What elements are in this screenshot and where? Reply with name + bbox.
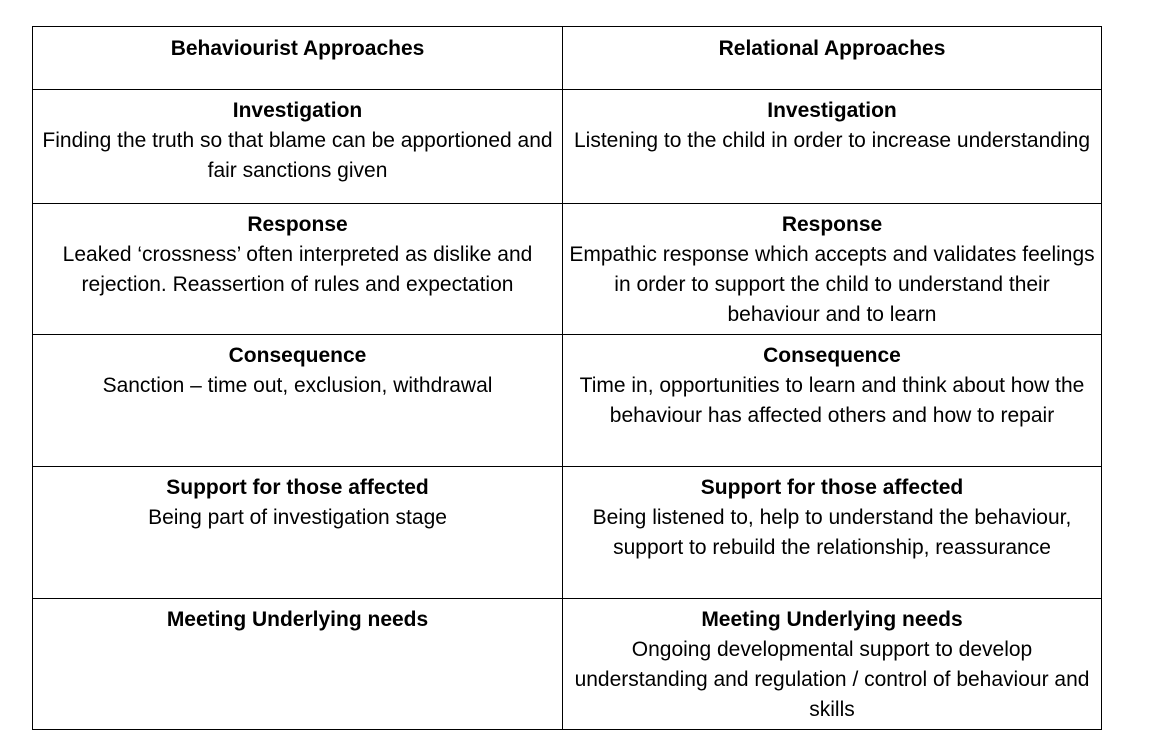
cell-body: Finding the truth so that blame can be apportioned and fair sanctions given bbox=[42, 129, 553, 182]
table-row-response bbox=[33, 204, 1102, 335]
cell-body: Leaked ‘crossness’ often interpreted as dislike and rejection. Reassertion of rules and expectation bbox=[62, 243, 533, 296]
cell-body: Ongoing developmental support to develop understanding and regulation / control of behaviour and skills bbox=[574, 638, 1090, 721]
cell-heading: Consequence bbox=[228, 344, 367, 367]
behaviourist-investigation-cell bbox=[33, 90, 563, 204]
cell-body: Time in, opportunities to learn and think about how the behaviour has affected others and how to repair bbox=[579, 374, 1085, 427]
table-row-underlying-needs bbox=[33, 599, 1102, 730]
relational-investigation-cell bbox=[563, 90, 1102, 204]
cell-heading: Response bbox=[781, 213, 883, 236]
cell-body: Being part of investigation stage bbox=[148, 506, 447, 529]
cell-body: Sanction – time out, exclusion, withdrawal bbox=[102, 374, 493, 397]
cell-body: Listening to the child in order to increase understanding bbox=[574, 129, 1090, 152]
cell-heading: Support for those affected bbox=[700, 476, 964, 499]
comparison-table bbox=[32, 26, 1102, 730]
cell-heading: Investigation bbox=[767, 99, 897, 122]
cell-heading: Meeting Underlying needs bbox=[166, 608, 429, 631]
cell-heading: Consequence bbox=[763, 344, 901, 367]
header-row bbox=[33, 27, 1102, 90]
relational-consequence-cell bbox=[563, 335, 1102, 467]
table-row-support bbox=[33, 467, 1102, 599]
cell-body: Being listened to, help to understand the behaviour, support to rebuild the relationship, reassurance bbox=[592, 506, 1072, 559]
table-row-consequence bbox=[33, 335, 1102, 467]
cell-heading: Meeting Underlying needs bbox=[701, 608, 963, 631]
cell-heading: Response bbox=[247, 213, 348, 236]
cell-heading: Support for those affected bbox=[166, 476, 429, 499]
cell-body: Empathic response which accepts and validates feelings in order to support the child to understand their behaviour and to learn bbox=[569, 243, 1095, 326]
header-relational-approaches: Relational Approaches bbox=[563, 27, 1102, 90]
relational-support-cell bbox=[563, 467, 1102, 599]
table-row-investigation bbox=[33, 90, 1102, 204]
behaviourist-needs-cell bbox=[33, 599, 563, 730]
behaviourist-response-cell bbox=[33, 204, 563, 335]
cell-heading: Investigation bbox=[232, 99, 363, 122]
relational-response-cell bbox=[563, 204, 1102, 335]
behaviourist-consequence-cell bbox=[33, 335, 563, 467]
relational-needs-cell bbox=[563, 599, 1102, 730]
behaviourist-support-cell bbox=[33, 467, 563, 599]
header-behaviourist-approaches: Behaviourist Approaches bbox=[33, 27, 563, 90]
